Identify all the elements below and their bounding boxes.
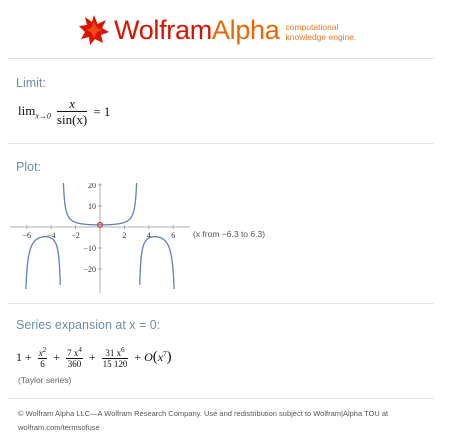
lim-subscript: x→0 bbox=[35, 111, 51, 121]
taylor-series-note: (Taylor series) bbox=[18, 375, 72, 385]
y-tick-label: 20 bbox=[88, 183, 96, 190]
series-pod-title: Series expansion at x = 0: bbox=[16, 318, 161, 332]
x-tick-label: −4 bbox=[46, 231, 56, 240]
header bbox=[0, 0, 450, 58]
big-o-exponent: 7 bbox=[163, 349, 167, 358]
big-o-term: $O(x^7)$ bbox=[144, 348, 172, 365]
plus-sign: + bbox=[134, 349, 142, 364]
series-line-branch-3 bbox=[140, 237, 174, 289]
limit-pod-title: Limit: bbox=[16, 76, 46, 90]
y-tick-label: 10 bbox=[88, 202, 96, 211]
t4-denominator: 15 120 bbox=[102, 359, 128, 369]
series-expansion bbox=[16, 340, 172, 374]
footer bbox=[18, 407, 438, 435]
wolfram-alpha-logo[interactable] bbox=[78, 10, 356, 50]
big-o-arg: x bbox=[157, 349, 164, 364]
t2-exponent: 2 bbox=[42, 346, 47, 354]
series-term-2 bbox=[38, 345, 48, 369]
limit-denominator: sin(x) bbox=[56, 112, 88, 127]
x-tick-label: 6 bbox=[171, 231, 176, 240]
t3-exponent: 4 bbox=[78, 346, 82, 354]
tagline-line-1: computational bbox=[285, 21, 339, 32]
t2-numerator: x bbox=[38, 348, 43, 358]
divider bbox=[8, 303, 434, 304]
series-term-4 bbox=[102, 345, 129, 369]
x-tick-label: 4 bbox=[146, 231, 151, 240]
plot-pod-title: Plot: bbox=[16, 160, 42, 174]
t4-numerator: 31 x bbox=[105, 348, 122, 358]
lim-label: lim bbox=[18, 103, 36, 119]
series-term-1: 1 bbox=[16, 349, 22, 364]
x-tick-label: 2 bbox=[122, 231, 127, 240]
limit-equals: = 1 bbox=[93, 104, 111, 119]
y-tick-label: −10 bbox=[83, 244, 96, 253]
divider bbox=[8, 398, 434, 399]
limit-result bbox=[18, 92, 110, 132]
y-tick-label: −20 bbox=[83, 265, 96, 274]
footer-copyright: © Wolfram Alpha LLC—A Wolfram Research Company. Use and redistribution subject to Wolfram|Alpha TOU at bbox=[18, 409, 389, 418]
x-tick-label: −2 bbox=[71, 231, 80, 240]
function-plot[interactable] bbox=[10, 183, 190, 293]
big-o-symbol: O bbox=[144, 349, 153, 364]
plus-sign: + bbox=[25, 349, 32, 364]
lim-text bbox=[18, 103, 51, 121]
series-line-branch-1 bbox=[26, 237, 60, 289]
series-term-3 bbox=[66, 345, 83, 369]
logo-wolfram-text: Wolfram bbox=[114, 14, 212, 45]
logo-alpha-text: Alpha bbox=[211, 14, 280, 45]
t3-denominator: 360 bbox=[67, 359, 82, 369]
plot-range-note: (x from −6.3 to 6.3) bbox=[193, 229, 266, 239]
limit-fraction bbox=[57, 97, 87, 127]
divider bbox=[8, 143, 434, 144]
plus-sign: + bbox=[88, 349, 96, 364]
divider bbox=[8, 58, 434, 59]
t2-denominator: 6 bbox=[40, 359, 45, 369]
t3-numerator: 7 x bbox=[67, 348, 79, 358]
t4-exponent: 6 bbox=[121, 346, 125, 354]
footer-terms-link[interactable]: wolfram.com/termsofuse bbox=[18, 423, 100, 432]
plus-sign: + bbox=[53, 349, 61, 364]
spikey-star-icon bbox=[78, 14, 110, 46]
x-tick-label: −6 bbox=[22, 231, 32, 240]
limit-numerator: x bbox=[69, 96, 75, 111]
tagline-line-2: knowledge engine. bbox=[285, 31, 357, 42]
logo-tagline bbox=[285, 22, 356, 42]
